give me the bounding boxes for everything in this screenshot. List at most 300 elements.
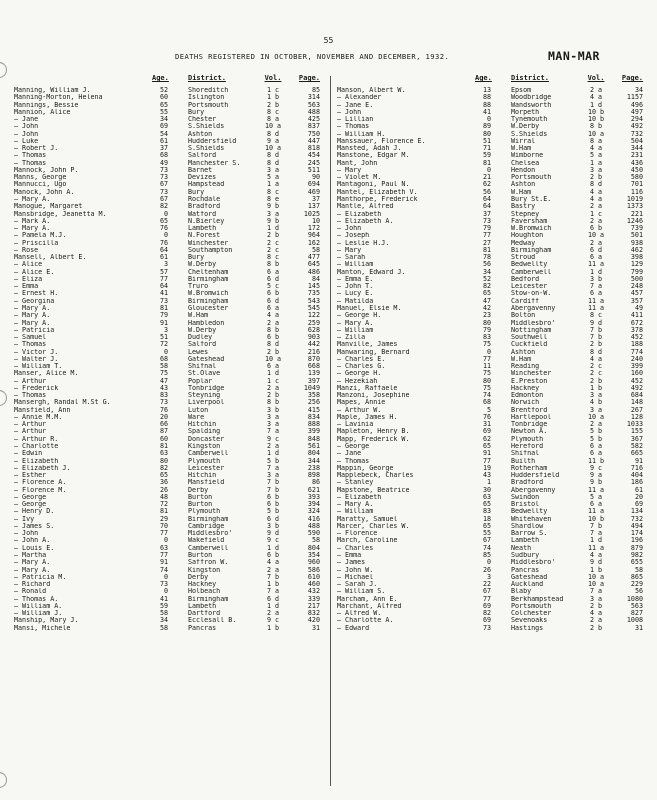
entry-page: 628 (307, 325, 320, 334)
entry-name: — Matilda (337, 297, 374, 305)
entry-vol: 9 b (266, 202, 280, 211)
entry-age: 31 (482, 420, 491, 429)
entry-page: 155 (630, 427, 643, 436)
entry-district: Hackney (511, 384, 540, 392)
entry-vol: 8 e (266, 194, 280, 203)
entry-name: — Mary (337, 246, 362, 254)
entry-district: W.Ham (511, 188, 532, 196)
entry-name: — Emma (337, 552, 362, 559)
entry-district: Holbeach (188, 588, 221, 596)
entry-district: Stow-on-W. (511, 290, 552, 298)
entry-district: Bradford (511, 479, 544, 487)
entry-row (14, 167, 326, 174)
entry-vol: 5 b (266, 456, 280, 465)
entry-vol: 1 b (266, 93, 280, 102)
entry-name: — Thomas A. (14, 595, 59, 603)
entry-row (337, 436, 649, 443)
entry-name: Manstone, Edgar M. (337, 152, 410, 160)
header-district: District. (511, 74, 549, 82)
entry-age: 62 (482, 180, 491, 189)
entry-age: 68 (159, 354, 168, 363)
entry-row (337, 617, 649, 624)
entry-district: Devizes (188, 174, 217, 182)
entry-vol: 6 a (266, 267, 280, 276)
entry-page: 31 (311, 623, 320, 632)
entry-row (337, 247, 649, 254)
entry-district: Lewes (188, 348, 209, 356)
entry-page: 827 (630, 609, 643, 618)
entry-name: — Thomas (14, 159, 47, 167)
entry-page: 870 (307, 354, 320, 363)
entry-age: 19 (482, 463, 491, 472)
entry-row (14, 407, 326, 414)
entry-district: Plymouth (188, 457, 221, 465)
entry-name: — Mary A. (14, 566, 51, 574)
entry-vol: 11 a (587, 296, 605, 305)
entry-name: Mansfield, Ann (14, 406, 71, 414)
entry-name: — Esther (14, 472, 47, 480)
entry-age: 0 (163, 572, 168, 581)
entry-name: — James (337, 559, 366, 567)
entry-name: — Arthur (14, 428, 47, 436)
entry-name: Manuel, Elsie M. (337, 304, 402, 312)
entry-row (337, 443, 649, 450)
right-column (337, 72, 649, 632)
entry-age: 54 (159, 129, 168, 138)
entry-vol: 1 b (266, 623, 280, 632)
entry-row (337, 167, 649, 174)
entry-name: — Victor J. (14, 348, 59, 356)
entry-vol: 1 a (266, 180, 280, 189)
entry-district: Rochdale (188, 195, 221, 203)
entry-name: — Arthur R. (14, 435, 59, 443)
entry-vol: 4 b (589, 398, 603, 407)
entry-vol: 4 a (589, 194, 603, 203)
entry-row (337, 312, 649, 319)
entry-vol: 8 a (589, 136, 603, 145)
entry-page: 216 (307, 347, 320, 356)
entry-name: — John (14, 123, 39, 131)
entry-page: 486 (307, 267, 320, 276)
entry-row (14, 254, 326, 261)
entry-age: 20 (159, 412, 168, 421)
entry-name: — Lillian (337, 116, 374, 124)
entry-age: 43 (159, 383, 168, 392)
entry-district: W.Ham (188, 312, 209, 320)
entry-district: Chester (188, 116, 217, 124)
entry-district: Hitchin (188, 472, 217, 480)
entry-vol: 9 a (266, 136, 280, 145)
entry-age: 69 (482, 427, 491, 436)
entry-vol: 6 a (589, 442, 603, 451)
entry-district: St.Olave (188, 370, 221, 378)
entry-district: Birmingham (188, 297, 229, 305)
entry-row (14, 617, 326, 624)
entry-age: 11 (482, 362, 491, 371)
entry-age: 76 (482, 412, 491, 421)
entry-district: Southwell (511, 334, 548, 342)
entry-page: 394 (307, 500, 320, 509)
entry-row (14, 487, 326, 494)
column-header (337, 72, 649, 85)
entry-district: Hastings (511, 624, 544, 632)
entry-page: 160 (630, 369, 643, 378)
entry-row (337, 610, 649, 617)
entry-age: 22 (482, 580, 491, 589)
entry-vol: 5 a (266, 173, 280, 182)
entry-row (14, 356, 326, 363)
entry-district: Pancras (188, 624, 217, 632)
entry-district: Newton A. (511, 428, 548, 436)
entry-page: 701 (630, 180, 643, 189)
entry-page: 610 (307, 572, 320, 581)
entry-vol: 4 a (589, 144, 603, 153)
entry-page: 411 (630, 311, 643, 320)
entry-vol: 8 b (266, 260, 280, 269)
entry-page: 834 (307, 412, 320, 421)
entry-name: — George H. (337, 370, 382, 378)
entry-vol: 10 b (587, 514, 605, 523)
entry-vol: 2 a (589, 86, 603, 94)
page-number: 55 (323, 36, 334, 45)
entry-district: Bury St.E. (511, 195, 552, 203)
entry-page: 86 (311, 478, 320, 487)
entry-name: Manton, Edward J. (337, 268, 406, 276)
entry-page: 404 (630, 471, 643, 480)
entry-page: 37 (311, 194, 320, 203)
entry-row (14, 334, 326, 341)
entry-page: 61 (634, 485, 643, 494)
entry-vol: 6 a (266, 303, 280, 312)
entry-vol: 9 a (589, 471, 603, 480)
entry-vol: 3 a (589, 594, 603, 603)
entry-age: 91 (159, 318, 168, 327)
entry-age: 3 (486, 572, 491, 581)
entry-district: Colchester (511, 610, 552, 618)
entry-row (14, 211, 326, 218)
entry-row (14, 189, 326, 196)
entry-name: — Alexander (337, 94, 382, 102)
entry-page: 129 (630, 260, 643, 269)
entry-name: — Lucy E. (337, 290, 374, 298)
entry-page: 358 (307, 391, 320, 400)
entry-name: — Joseph (337, 232, 370, 240)
entry-page: 339 (307, 594, 320, 603)
entry-district: Luton (188, 406, 209, 414)
entry-vol: 2 b (266, 231, 280, 240)
entry-district: Doncaster (188, 435, 225, 443)
entry-age: 55 (482, 529, 491, 538)
entry-district: Abergavenny (511, 486, 556, 494)
entry-age: 26 (482, 565, 491, 574)
entry-vol: 7 a (266, 427, 280, 436)
entry-age: 0 (163, 587, 168, 596)
entry-page: 645 (307, 260, 320, 269)
entry-name: — Eliza (14, 275, 43, 283)
entry-page: 20 (634, 492, 643, 501)
entry-age: 91 (482, 449, 491, 458)
entry-age: 73 (159, 296, 168, 305)
entry-page: 217 (307, 601, 320, 610)
entry-row (337, 545, 649, 552)
entry-age: 0 (163, 347, 168, 356)
entry-age: 75 (159, 369, 168, 378)
entry-vol: 2 c (266, 238, 280, 247)
entry-name: Manzi, Raffaele (337, 384, 398, 392)
entry-district: Derby (188, 573, 209, 581)
entry-district: Winchester (188, 239, 229, 247)
entry-vol: 1 c (589, 209, 603, 218)
entry-page: 501 (630, 231, 643, 240)
entry-vol: 9 c (266, 616, 280, 625)
entry-district: Tynemouth (511, 116, 548, 124)
entry-district: Berkhampstead (511, 595, 564, 603)
entry-name: — John (14, 530, 39, 538)
entry-name: — Thomas (337, 457, 370, 465)
entry-age: 68 (482, 398, 491, 407)
entry-age: 61 (159, 136, 168, 145)
column-divider (330, 76, 331, 786)
entry-row (337, 116, 649, 123)
header-vol: Vol. (587, 74, 605, 82)
entry-vol: 10 a (264, 354, 282, 363)
entry-page: 1049 (303, 383, 320, 392)
entry-name: — Thomas (14, 152, 47, 160)
entry-district: Houghton (511, 232, 544, 240)
entry-name: — Charles (337, 544, 374, 552)
entry-name: — John (337, 225, 362, 233)
entry-vol: 8 d (266, 340, 280, 349)
entry-age: 0 (486, 165, 491, 174)
entry-name: — Elizabeth (14, 457, 59, 465)
entry-row (337, 581, 649, 588)
entry-name: — Mary A. (14, 312, 51, 320)
entry-page: 735 (307, 289, 320, 298)
entry-name: Mansergh, Randal M.St G. (14, 399, 111, 407)
entry-row (14, 399, 326, 406)
entry-row (337, 458, 649, 465)
entry-name: — Emma (14, 283, 39, 291)
entry-row (14, 298, 326, 305)
entry-name: Mannings, Bessie (14, 101, 79, 109)
entry-page: 561 (307, 442, 320, 451)
entry-page: 684 (630, 391, 643, 400)
entry-name: — Georgina (14, 297, 55, 305)
entry-district: Medway (511, 239, 536, 247)
entry-name: — Patricia (14, 326, 55, 334)
entry-district: Wirral (511, 137, 536, 145)
entry-vol: 2 b (589, 623, 603, 632)
entry-age: 81 (159, 303, 168, 312)
entry-vol: 3 b (589, 274, 603, 283)
entry-vol: 11 a (587, 260, 605, 269)
entry-row (337, 138, 649, 145)
entry-page: 256 (307, 398, 320, 407)
entry-age: 30 (482, 485, 491, 494)
entry-age: 47 (482, 296, 491, 305)
entry-age: 0 (163, 209, 168, 218)
entry-age: 41 (159, 594, 168, 603)
entry-page: 492 (630, 383, 643, 392)
entry-row (14, 276, 326, 283)
entry-row (337, 152, 649, 159)
entry-name: Manning-Morton, Helena (14, 94, 103, 102)
entry-district: Liverpool (188, 399, 225, 407)
binder-hole (0, 390, 7, 406)
entry-district: Builth (511, 457, 536, 465)
entry-row (14, 581, 326, 588)
entry-row (337, 240, 649, 247)
entry-name: — Alice (14, 261, 43, 269)
entry-name: — Florence (337, 530, 378, 538)
entry-name: — Walter J. (14, 355, 59, 363)
entry-row (14, 160, 326, 167)
entry-age: 77 (159, 274, 168, 283)
entry-row (337, 189, 649, 196)
entry-age: 69 (482, 616, 491, 625)
entry-district: Morpeth (511, 108, 540, 116)
entry-district: Birmingham (188, 275, 229, 283)
entry-name: — John (14, 130, 39, 138)
entry-age: 65 (159, 471, 168, 480)
entry-age: 34 (159, 115, 168, 124)
entry-row (337, 131, 649, 138)
entry-row (337, 276, 649, 283)
entry-row (337, 363, 649, 370)
entry-age: 0 (486, 558, 491, 567)
entry-district: Salford (188, 341, 217, 349)
entry-age: 23 (482, 311, 491, 320)
entry-name: Mantel, Elizabeth V. (337, 188, 418, 196)
entry-age: 69 (482, 601, 491, 610)
entry-page: 378 (630, 325, 643, 334)
entry-vol: 1 b (589, 565, 603, 574)
entry-row (14, 552, 326, 559)
entry-age: 77 (159, 529, 168, 538)
entry-name: — Alice E. (14, 268, 55, 276)
entry-district: Bristol (511, 501, 540, 509)
entry-age: 64 (159, 282, 168, 291)
entry-row (14, 567, 326, 574)
entry-district: Portsmouth (511, 602, 552, 610)
entry-page: 447 (307, 136, 320, 145)
entry-district: Camberwell (511, 268, 552, 276)
entry-vol: 2 b (589, 376, 603, 385)
entry-page: 938 (630, 238, 643, 247)
entry-district: Derby (188, 486, 209, 494)
entry-district: Birmingham (188, 595, 229, 603)
entry-age: 3 (163, 325, 168, 334)
entry-name: — Louis E. (14, 544, 55, 552)
entry-name: Mansted, Adah J. (337, 145, 402, 153)
index-range: MAN-MAR (548, 49, 600, 63)
entry-age: 70 (159, 521, 168, 530)
entry-row (337, 523, 649, 530)
entry-district: Ashton (188, 130, 213, 138)
entry-row (337, 516, 649, 523)
entry-row (337, 414, 649, 421)
entry-vol: 10 b (587, 115, 605, 124)
entry-vol: 1 d (266, 543, 280, 552)
entry-district: Middlesbro' (511, 319, 556, 327)
entry-page: 580 (630, 173, 643, 182)
entry-vol: 8 d (589, 180, 603, 189)
entry-name: — Jane (337, 450, 362, 458)
entry-name: Manship, Mary J. (14, 617, 79, 625)
entry-vol: 1 d (266, 601, 280, 610)
entry-page: 668 (307, 362, 320, 371)
entry-vol: 2 a (589, 420, 603, 429)
entry-name: — Mary A. (14, 195, 51, 203)
entry-age: 37 (482, 209, 491, 218)
entry-age: 21 (482, 173, 491, 182)
entry-vol: 8 d (266, 158, 280, 167)
entry-age: 58 (159, 362, 168, 371)
entry-name: — William (337, 508, 374, 516)
entry-age: 82 (159, 463, 168, 472)
entry-page: 469 (307, 187, 320, 196)
entry-row (337, 341, 649, 348)
entry-page: 832 (307, 609, 320, 618)
entry-page: 398 (630, 253, 643, 262)
entry-name: — John A. (14, 537, 51, 545)
entry-vol: 6 a (589, 289, 603, 298)
entry-vol: 4 a (589, 187, 603, 196)
entry-age: 0 (163, 536, 168, 545)
entry-age: 64 (482, 194, 491, 203)
entry-row (14, 363, 326, 370)
entry-row (14, 123, 326, 130)
entry-district: Wakefield (188, 537, 225, 545)
entry-age: 34 (159, 616, 168, 625)
entry-age: 87 (159, 427, 168, 436)
entry-name: Mansell, Albert E. (14, 254, 87, 262)
entry-age: 65 (159, 216, 168, 225)
entry-row (14, 320, 326, 327)
entry-row (14, 131, 326, 138)
entry-row (337, 356, 649, 363)
entry-name: Manville, James (337, 341, 398, 349)
entry-vol: 8 d (266, 151, 280, 160)
entry-age: 29 (159, 514, 168, 523)
entry-district: Bradford (188, 203, 221, 211)
entry-vol: 5 b (589, 427, 603, 436)
entry-row (14, 261, 326, 268)
entry-age: 81 (482, 245, 491, 254)
entry-row (14, 472, 326, 479)
entry-age: 82 (482, 282, 491, 291)
entry-district: Ware (188, 413, 205, 421)
entry-row (14, 109, 326, 116)
entry-age: 67 (482, 536, 491, 545)
entry-vol: 2 a (589, 238, 603, 247)
entry-district: Burton (188, 552, 213, 559)
entry-page: 10 (311, 216, 320, 225)
entry-page: 457 (630, 289, 643, 298)
entry-row (14, 181, 326, 188)
entry-age: 27 (482, 238, 491, 247)
entry-name: — Elizabeth J. (14, 464, 71, 472)
entry-row (14, 428, 326, 435)
entry-row (337, 378, 649, 385)
entry-vol: 1 c (266, 86, 280, 94)
entry-page: 137 (307, 202, 320, 211)
entry-vol: 7 b (589, 325, 603, 334)
entry-district: Faversham (511, 217, 548, 225)
entry-age: 63 (159, 543, 168, 552)
entry-name: — Florence M. (14, 486, 67, 494)
entry-page: 122 (307, 311, 320, 320)
